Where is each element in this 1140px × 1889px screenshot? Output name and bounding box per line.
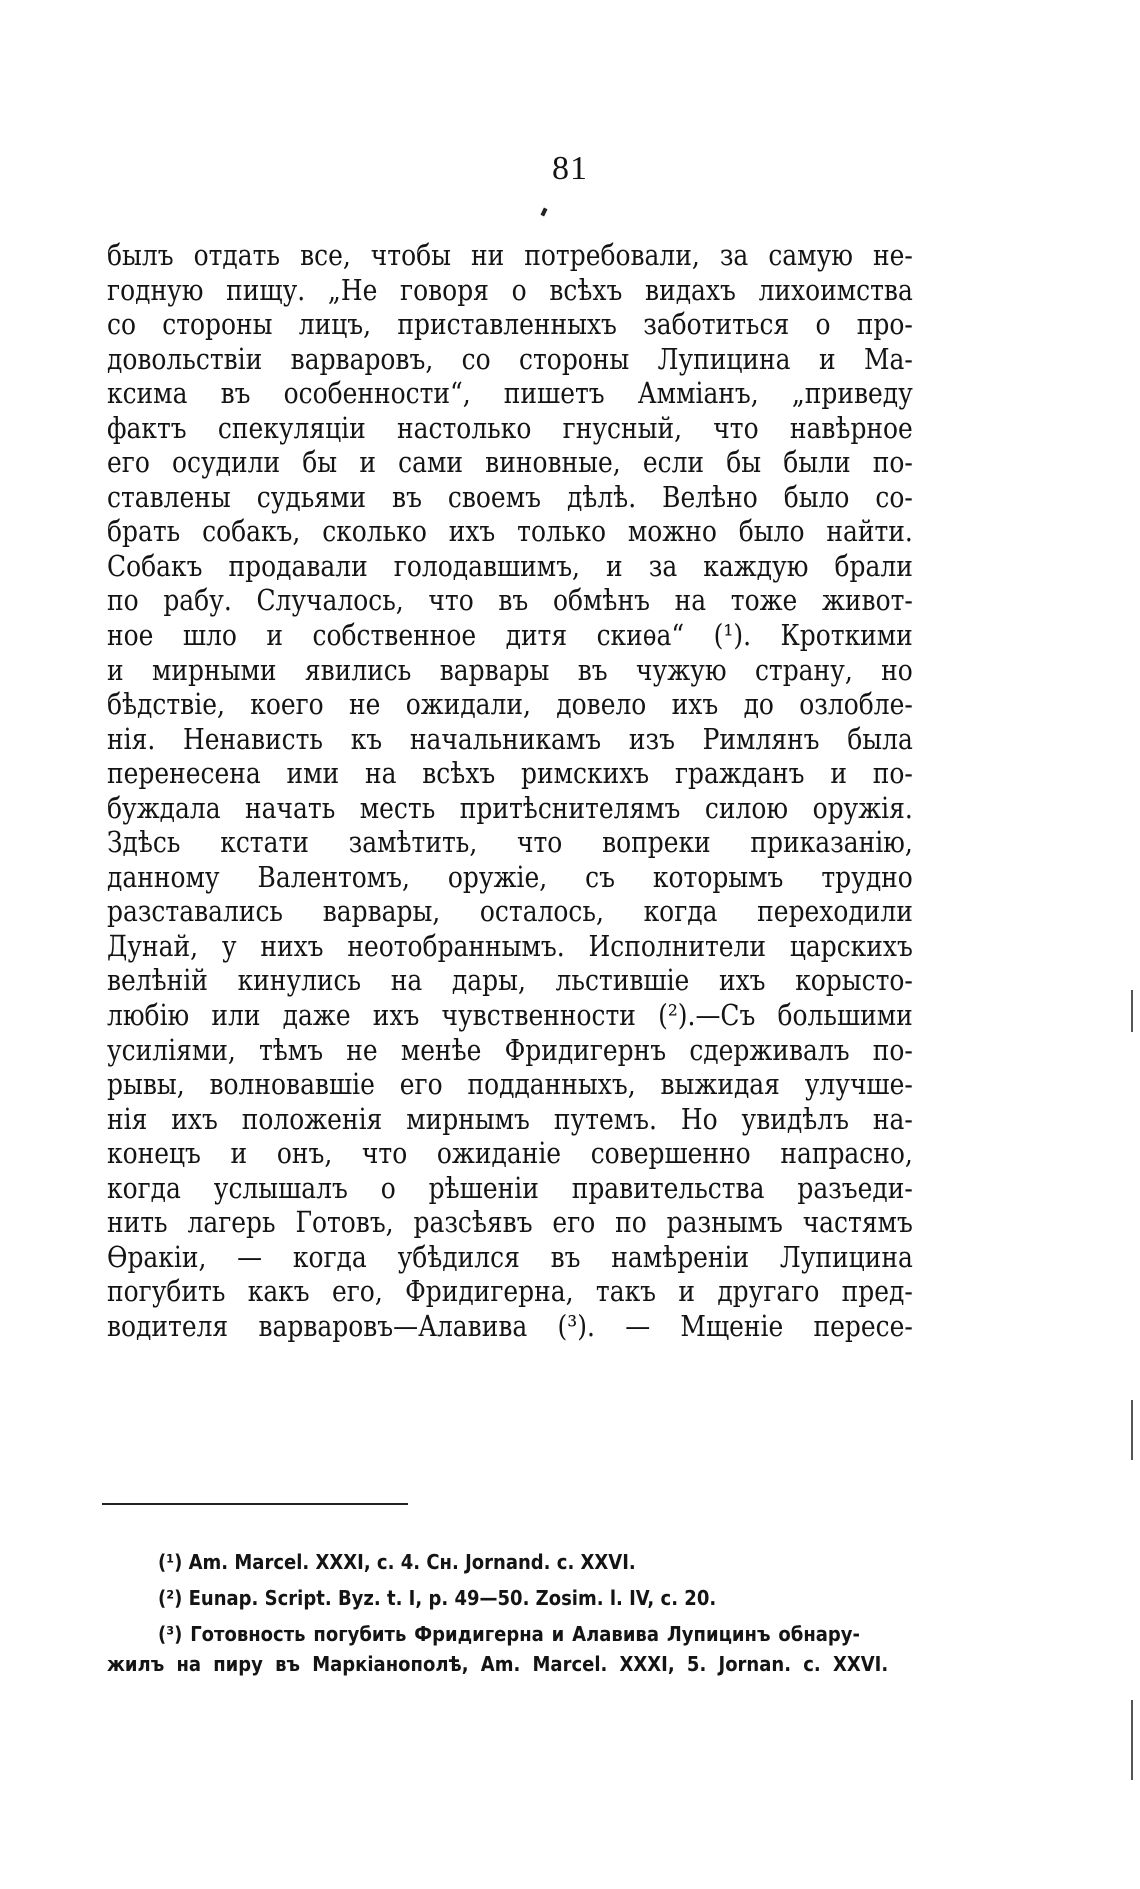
text-line: былъ отдать все, чтобы ни потребовали, за самую не- [107,238,913,272]
scan-edge-mark [1131,1700,1133,1780]
text-line: ставлены судьями въ своемъ дѣлѣ. Велѣно было со- [107,479,913,514]
text-line: буждала начать месть притѣснителямъ силою оружія. [107,790,913,825]
text-line: Собакъ продавали голодавшимъ, и за каждую брали [107,548,913,583]
scan-edge-mark [1131,1400,1133,1460]
text-line: конецъ и онъ, что ожиданіе совершенно напрасно, [107,1136,913,1171]
text-line: фактъ спекуляціи настолько гнусный, что навѣрное [107,410,913,445]
text-line: Дунай, у нихъ неотобраннымъ. Исполнители царскихъ [107,928,913,963]
footnote-2: (²) Eunap. Script. Byz. t. I, p. 49—50. Zosim. l. IV, c. 20. [158,1586,717,1610]
text-line: его осудили бы и сами виновные, если бы были по- [107,445,913,480]
footnote-divider [102,1503,408,1505]
text-line: нія ихъ положенія мирнымъ путемъ. Но увидѣлъ на- [107,1101,913,1136]
text-line: бѣдствіе, коего не ожидали, довело ихъ до озлобле- [107,687,913,722]
text-line: Здѣсь кстати замѣтить, что вопреки приказанію, [107,825,913,860]
main-text [107,238,913,1344]
text-line: погубить какъ его, Фридигерна, такъ и другаго пред- [107,1274,913,1309]
print-speck [540,208,547,217]
text-line: водителя варваровъ—Алавива (³). — Мщеніе пересе- [107,1308,913,1343]
text-line: по рабу. Случалось, что въ обмѣнъ на тоже живот- [107,583,913,618]
text-line: нить лагерь Готовъ, разсѣявъ его по разнымъ частямъ [107,1205,913,1240]
text-line: довольствіи варваровъ, со стороны Лупицина и Ма- [107,341,913,376]
text-line: годную пищу. „Не говоря о всѣхъ видахъ лихоимства [107,272,913,307]
text-line: рывы, волновавшіе его подданныхъ, выжидая улучше- [107,1067,913,1102]
text-line: усиліями, тѣмъ не менѣе Фридигернъ сдерживалъ по- [107,1032,913,1067]
text-line: любію или даже ихъ чувственности (²).—Съ большими [107,998,913,1033]
text-line: разставались варвары, осталось, когда переходили [107,894,913,929]
text-line: велѣній кинулись на дары, льстившіе ихъ корысто- [107,963,913,998]
footnote-3: (³) Готовность погубить Фридигерна и Алавива Лупицинъ обнару- [158,1622,860,1646]
text-line: Ѳракіи, — когда убѣдился въ намѣреніи Лупицина [107,1239,913,1274]
text-line: брать собакъ, сколько ихъ только можно было найти. [107,514,913,549]
text-line: перенесена ими на всѣхъ римскихъ гражданъ и по- [107,756,913,791]
text-line: ное шло и собственное дитя скиѳа“ (¹). Кроткими [107,618,913,653]
scan-edge-mark [1131,990,1133,1032]
text-line: данному Валентомъ, оружіе, съ которымъ трудно [107,859,913,894]
text-line: нія. Ненависть къ начальникамъ изъ Римлянъ была [107,721,913,756]
footnote-3-continuation: жилъ на пиру въ Маркіанополѣ, Am. Marcel. XXXI, 5. Jornan. c. XXVI. [107,1652,889,1676]
text-line: со стороны лицъ, приставленныхъ заботиться о про- [107,307,913,342]
page-number: 81 [552,150,588,187]
text-line: и мирными явились варвары въ чужую страну, но [107,652,913,687]
text-line: когда услышалъ о рѣшеніи правительства разъеди- [107,1170,913,1205]
text-line: ксима въ особенности“, пишетъ Амміанъ, „приведу [107,376,913,411]
footnote-1: (¹) Am. Marcel. XXXI, c. 4. Cн. Jornand. c. XXVI. [158,1550,636,1574]
